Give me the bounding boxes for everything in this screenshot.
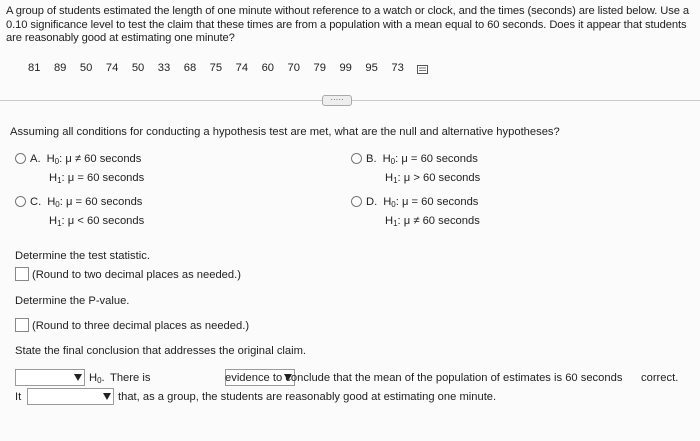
- data-value: 81: [28, 62, 41, 74]
- data-value: 75: [209, 62, 223, 74]
- h1-line: $H_1$: μ = 60 seconds: [49, 172, 145, 185]
- conclusion-row-2: [15, 388, 685, 407]
- h0-line: $H_0$: μ = 60 seconds: [47, 196, 143, 209]
- test-statistic-hint: (Round to two decimal places as needed.): [32, 269, 241, 281]
- expand-more-button[interactable]: ·····: [322, 95, 352, 106]
- test-statistic-input[interactable]: [15, 267, 29, 281]
- h0-label: $H_0$.: [89, 372, 105, 385]
- data-value: 95: [365, 62, 378, 74]
- option-b[interactable]: [351, 151, 480, 189]
- option-letter: B.: [366, 153, 377, 165]
- h0-line: $H_0$: μ ≠ 60 seconds: [46, 153, 142, 166]
- data-value: 50: [131, 62, 145, 74]
- h1-line: $H_1$: μ < 60 seconds: [49, 215, 145, 228]
- there-is-label: There is: [110, 372, 151, 384]
- appears-dropdown[interactable]: [27, 388, 114, 405]
- conclusion-prompt: State the final conclusion that addresses the original claim.: [15, 345, 307, 357]
- option-b-radio[interactable]: [351, 153, 362, 164]
- p-value-prompt: Determine the P-value.: [15, 295, 130, 307]
- option-a[interactable]: [15, 151, 144, 189]
- p-value-row: [15, 318, 249, 332]
- data-value: 99: [339, 62, 352, 74]
- h1-line: $H_1$: μ ≠ 60 seconds: [385, 215, 480, 228]
- h0-line: $H_0$: μ = 60 seconds: [382, 153, 478, 166]
- option-d-radio[interactable]: [351, 196, 362, 207]
- data-value: 60: [261, 62, 275, 74]
- evidence-text: evidence to conclude that the mean of the population of estimates is 60 seconds: [225, 372, 623, 384]
- h1-line: $H_1$: μ > 60 seconds: [385, 172, 481, 185]
- h0-line: $H_0$: μ = 60 seconds: [383, 196, 479, 209]
- data-value: 79: [313, 62, 326, 74]
- test-statistic-row: [15, 267, 241, 281]
- copy-data-icon[interactable]: [417, 65, 428, 74]
- data-value: 68: [183, 62, 197, 74]
- conclusion-row-1: [15, 369, 685, 388]
- test-statistic-prompt: Determine the test statistic.: [15, 250, 150, 262]
- option-letter: D.: [366, 196, 378, 208]
- hypotheses-prompt: Assuming all conditions for conducting a hypothesis test are met, what are the null and alternative hypotheses?: [10, 126, 560, 138]
- p-value-input[interactable]: [15, 318, 29, 332]
- data-value: 74: [105, 62, 119, 74]
- data-value: 73: [391, 62, 404, 74]
- data-value: 33: [157, 62, 171, 74]
- it-label: It: [15, 391, 22, 403]
- option-c[interactable]: [15, 194, 144, 232]
- reject-decision-dropdown[interactable]: [15, 369, 85, 386]
- option-d[interactable]: [351, 194, 480, 232]
- chevron-down-icon: [74, 374, 82, 381]
- option-letter: C.: [30, 196, 42, 208]
- option-a-radio[interactable]: [15, 153, 26, 164]
- option-c-radio[interactable]: [15, 196, 26, 207]
- chevron-down-icon: [103, 393, 111, 400]
- data-value: 89: [53, 62, 67, 74]
- p-value-hint: (Round to three decimal places as needed.): [32, 320, 250, 332]
- correct-text: correct.: [641, 372, 679, 384]
- data-value: 70: [287, 62, 300, 74]
- data-values: [28, 62, 428, 74]
- as-group-text: that, as a group, the students are reasonably good at estimating one minute.: [118, 391, 497, 403]
- data-value: 74: [235, 62, 249, 74]
- data-value: 50: [79, 62, 93, 74]
- question-text: A group of students estimated the length of one minute without reference to a watch or clock, and the times (seconds) are listed below. Use a 0.10 significance level to test the claim that these times are from a population with a mean equal to 60 seconds. Does it appear that students are reasonably good at estimating one minute?: [6, 5, 690, 44]
- option-letter: A.: [30, 153, 41, 165]
